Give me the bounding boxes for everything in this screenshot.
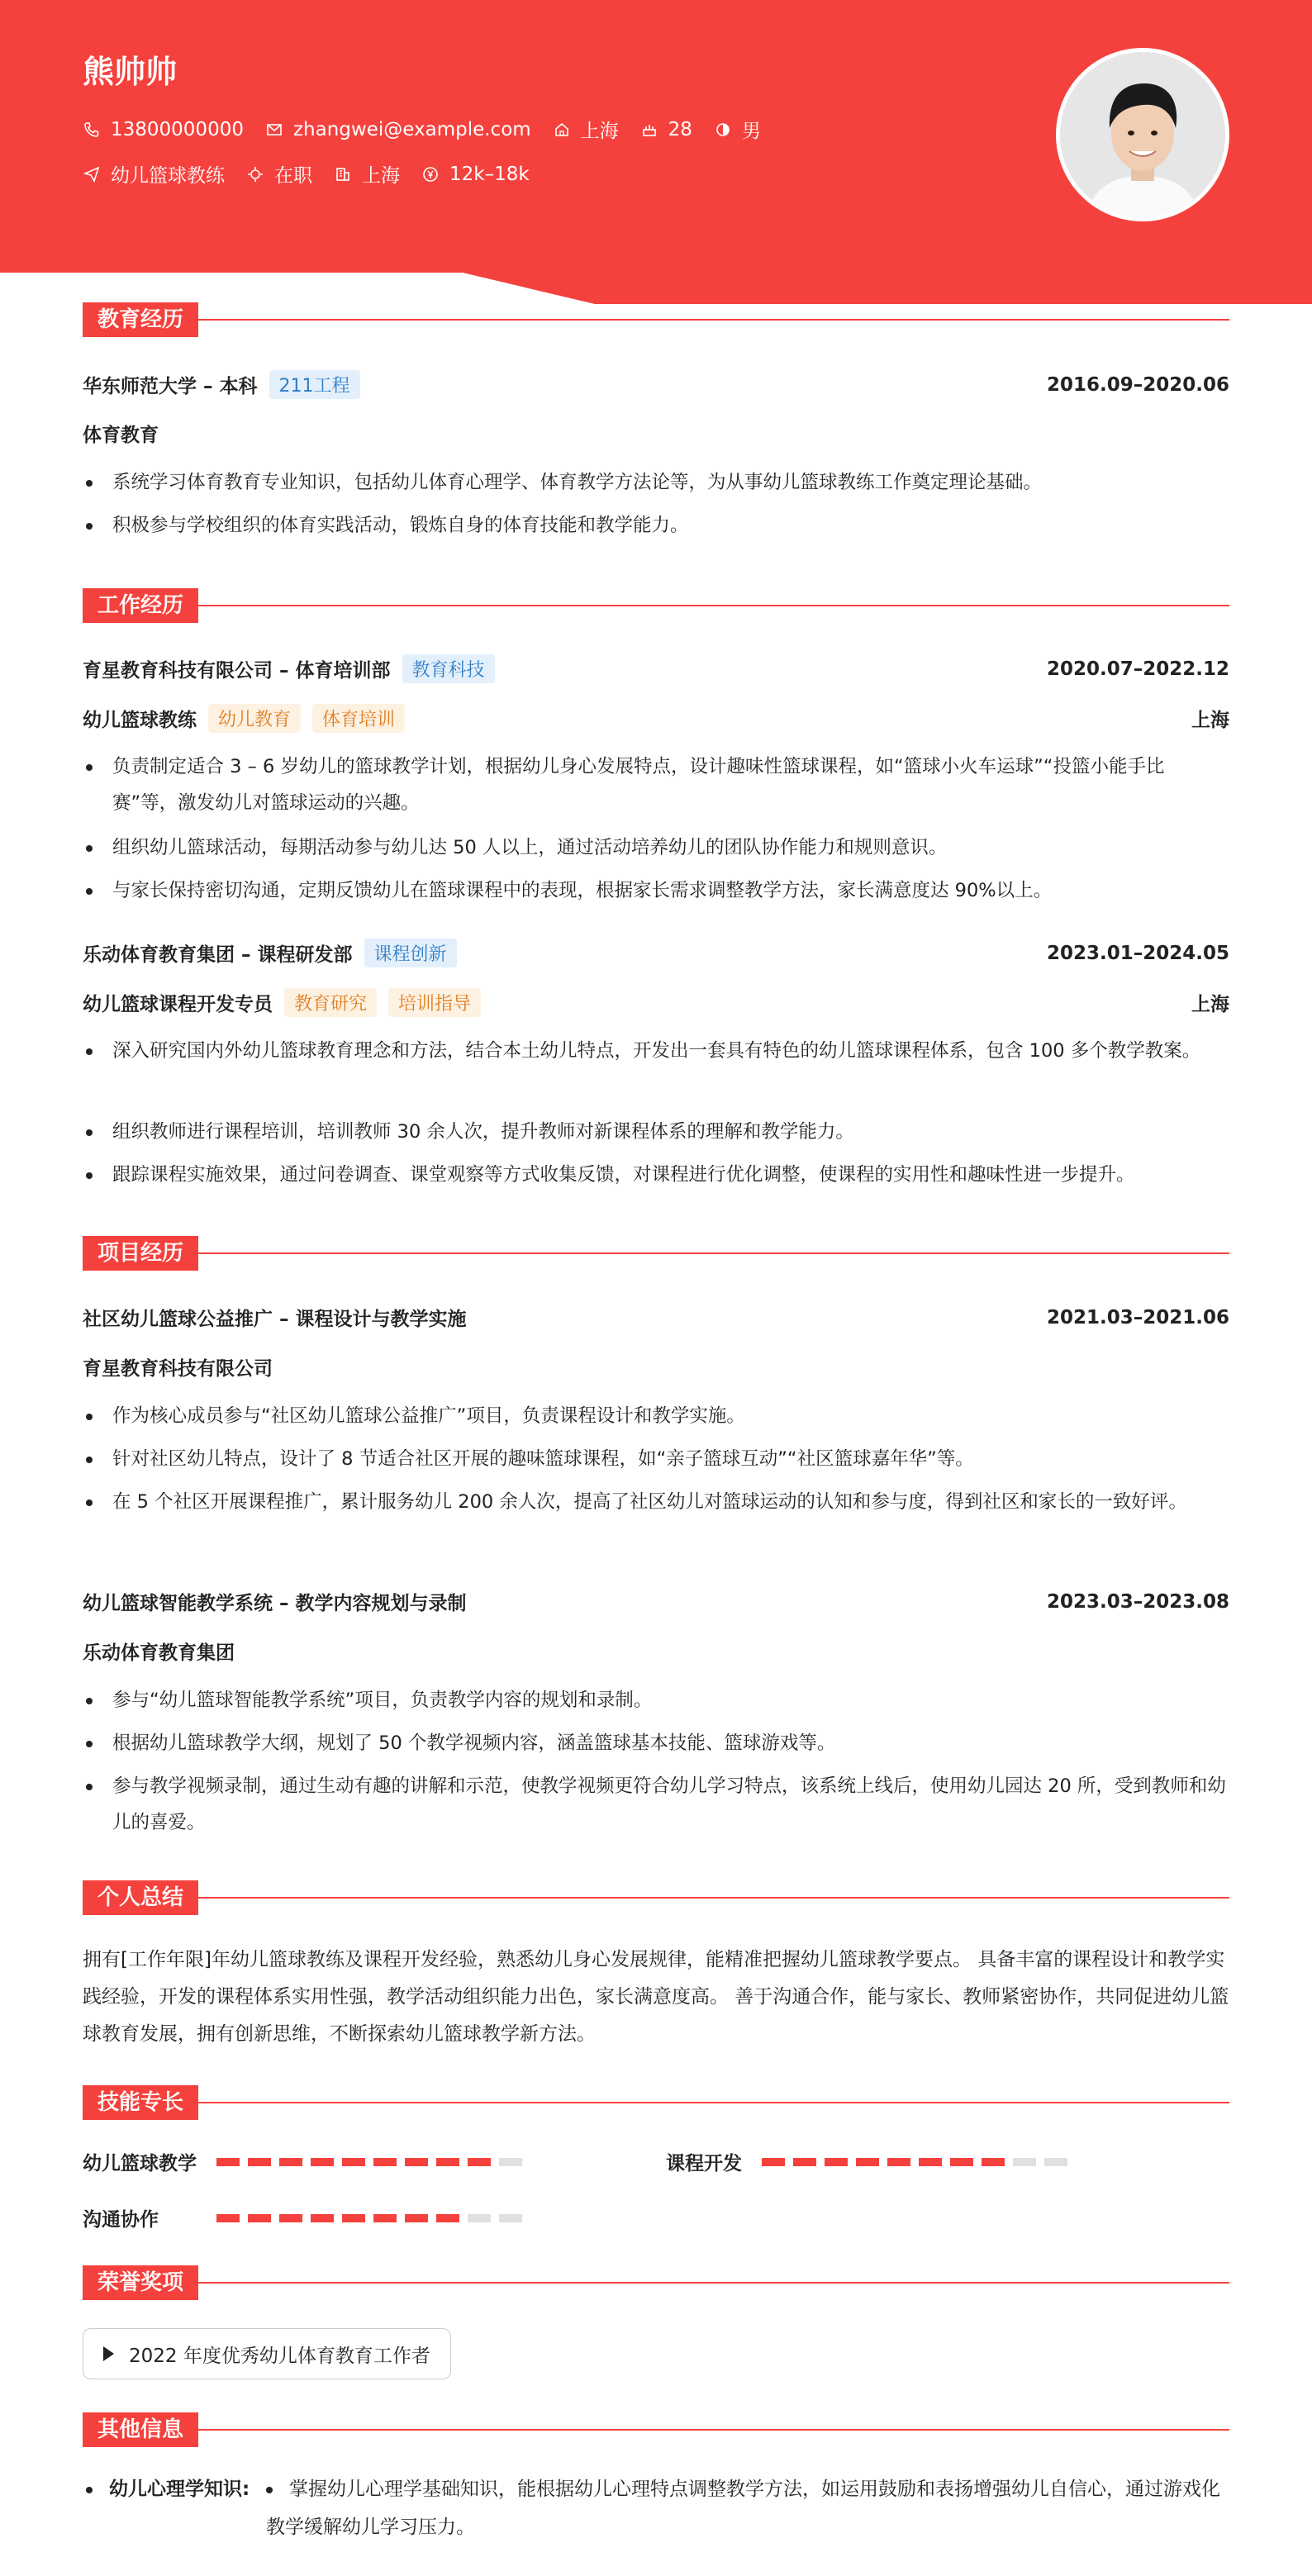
skill-level-segment	[499, 2158, 522, 2166]
status-icon	[246, 165, 264, 183]
skill-name: 课程开发	[666, 2153, 742, 2174]
gender-text: 男	[741, 121, 761, 142]
education-major: 体育教育	[83, 425, 159, 446]
skill-level-bar	[216, 2158, 530, 2166]
skill-item	[666, 2148, 1076, 2175]
status-text: 在职	[274, 165, 312, 187]
target-city-text: 上海	[362, 165, 400, 187]
skill-level-segment	[373, 2158, 397, 2166]
skill-item	[83, 2204, 530, 2231]
honor-item	[83, 2328, 451, 2379]
company-badge: 教育科技	[402, 654, 495, 683]
skill-level-segment	[436, 2158, 459, 2166]
list-item: 参与“幼儿篮球智能教学系统”项目，负责教学内容的规划和录制。	[83, 1682, 1229, 1718]
building-icon	[334, 165, 352, 183]
work-date: 2020.07–2022.12	[1046, 658, 1229, 680]
skill-level-segment	[373, 2214, 397, 2222]
send-icon	[83, 165, 101, 183]
project-header	[83, 1304, 1229, 1331]
section-project	[83, 1236, 1229, 1271]
education-date: 2016.09–2020.06	[1046, 373, 1229, 396]
mail-icon	[265, 121, 283, 139]
skill-level-segment	[405, 2214, 428, 2222]
skill-level-segment	[762, 2158, 785, 2166]
caret-right-icon	[103, 2346, 114, 2361]
skill-level-segment	[856, 2158, 879, 2166]
role-tag: 培训指导	[388, 988, 481, 1017]
work-city: 上海	[1191, 994, 1229, 1015]
resume-header	[0, 0, 1312, 306]
work-header	[83, 654, 1229, 683]
skill-level-segment	[982, 2158, 1005, 2166]
project-header	[83, 1588, 1229, 1615]
skill-item	[83, 2148, 530, 2175]
home-icon	[553, 121, 571, 139]
skill-level-segment	[216, 2214, 240, 2222]
list-item: 作为核心成员参与“社区幼儿篮球公益推广”项目，负责课程设计和教学实施。	[83, 1398, 1229, 1434]
school-badge: 211工程	[269, 370, 360, 399]
cake-icon	[640, 121, 658, 139]
section-divider	[198, 2282, 1229, 2284]
skill-level-segment	[279, 2158, 302, 2166]
section-title-other: 其他信息	[83, 2412, 198, 2447]
skill-level-segment	[1044, 2158, 1067, 2166]
skill-level-segment	[342, 2158, 365, 2166]
contact-row	[83, 116, 782, 143]
work-date: 2023.01–2024.05	[1046, 942, 1229, 964]
skill-level-segment	[793, 2158, 816, 2166]
skill-level-segment	[279, 2214, 302, 2222]
other-info-item	[83, 2470, 1229, 2546]
role-tag: 体育培训	[312, 704, 405, 733]
section-divider	[198, 605, 1229, 606]
list-item: 根据幼儿篮球教学大纲，规划了 50 个教学视频内容，涵盖篮球基本技能、篮球游戏等。	[83, 1725, 1229, 1761]
project-date: 2023.03–2023.08	[1046, 1590, 1229, 1613]
section-honors	[83, 2265, 1229, 2300]
section-divider	[198, 2102, 1229, 2103]
work-role-row	[83, 704, 1229, 733]
work-city: 上海	[1191, 710, 1229, 731]
section-title-education: 教育经历	[83, 302, 198, 337]
education-major-row	[83, 420, 1229, 447]
skill-level-bar	[216, 2214, 530, 2222]
summary-text: 拥有[工作年限]年幼儿篮球教练及课程开发经验，熟悉幼儿身心发展规律，能精准把握幼儿篮球教学要点。 具备丰富的课程设计和教学实践经验，开发的课程体系实用性强，教学活动组织能力出色，家长满意度高。 善于沟通合作，能与家长、教师紧密协作，共同促进幼儿篮球教育发展，拥有创新思维，不断探索幼儿篮球教学新方法。	[83, 1949, 1229, 2045]
education-header	[83, 370, 1229, 399]
job-text: 幼儿篮球教练	[111, 165, 225, 187]
project-org-row	[83, 1353, 1229, 1381]
skill-level-segment	[825, 2158, 848, 2166]
section-education	[83, 302, 1229, 337]
section-title-project: 项目经历	[83, 1236, 198, 1271]
section-divider	[198, 319, 1229, 321]
skill-level-segment	[468, 2214, 491, 2222]
candidate-name: 熊帅帅	[83, 54, 178, 90]
section-title-summary: 个人总结	[83, 1880, 198, 1915]
school-name: 华东师范大学 – 本科	[83, 376, 258, 397]
project-date: 2021.03–2021.06	[1046, 1306, 1229, 1328]
skill-name: 幼儿篮球教学	[83, 2153, 197, 2174]
list-item: 负责制定适合 3 – 6 岁幼儿的篮球教学计划，根据幼儿身心发展特点，设计趣味性篮球课程，如“篮球小火车运球”“投篮小能手比赛”等，激发幼儿对篮球运动的兴趣。	[83, 749, 1229, 821]
list-item: 组织幼儿篮球活动，每期活动参与幼儿达 50 人以上，通过活动培养幼儿的团队协作能力和规则意识。	[83, 829, 1229, 866]
skill-name: 沟通协作	[83, 2209, 159, 2231]
salary-icon	[421, 165, 440, 183]
age-text: 28	[668, 118, 692, 140]
company-name: 乐动体育教育集团 – 课程研发部	[83, 944, 353, 966]
other-info-value: 掌握幼儿心理学基础知识，能根据幼儿心理特点调整教学方法，如运用鼓励和表扬增强幼儿自信心，通过游戏化教学缓解幼儿学习压力。	[266, 2479, 1220, 2538]
project-title: 幼儿篮球智能教学系统 – 教学内容规划与录制	[83, 1593, 467, 1614]
skill-level-segment	[887, 2158, 910, 2166]
other-info-key: 幼儿心理学知识:	[109, 2479, 250, 2500]
gender-icon	[714, 121, 732, 139]
section-other	[83, 2412, 1229, 2447]
skill-level-segment	[919, 2158, 942, 2166]
skill-level-segment	[311, 2158, 334, 2166]
project-title: 社区幼儿篮球公益推广 – 课程设计与教学实施	[83, 1309, 467, 1330]
section-summary	[83, 1880, 1229, 1915]
section-work	[83, 588, 1229, 623]
list-item: 在 5 个社区开展课程推广，累计服务幼儿 200 余人次，提高了社区幼儿对篮球运动的认知和参与度，得到社区和家长的一致好评。	[83, 1484, 1229, 1520]
section-divider	[198, 1897, 1229, 1899]
list-item: 组织教师进行课程培训，培训教师 30 余人次，提升教师对新课程体系的理解和教学能力。	[83, 1114, 1229, 1150]
work-role: 幼儿篮球教练	[83, 710, 197, 731]
phone-icon	[83, 121, 101, 139]
company-badge: 课程创新	[364, 939, 457, 967]
skill-level-segment	[468, 2158, 491, 2166]
role-tag: 教育研究	[284, 988, 377, 1017]
skill-level-segment	[216, 2158, 240, 2166]
skill-level-segment	[436, 2214, 459, 2222]
work-header	[83, 939, 1229, 967]
skill-level-segment	[950, 2158, 973, 2166]
skill-level-segment	[311, 2214, 334, 2222]
skill-level-segment	[1013, 2158, 1036, 2166]
work-role-row	[83, 988, 1229, 1017]
skill-level-bar	[762, 2158, 1076, 2166]
list-item: 跟踪课程实施效果，通过问卷调查、课堂观察等方式收集反馈，对课程进行优化调整，使课程的实用性和趣味性进一步提升。	[83, 1157, 1229, 1193]
skill-level-segment	[405, 2158, 428, 2166]
section-divider	[198, 1252, 1229, 1254]
skill-level-segment	[499, 2214, 522, 2222]
list-item: 深入研究国内外幼儿篮球教育理念和方法，结合本土幼儿特点，开发出一套具有特色的幼儿篮球课程体系，包含 100 多个教学教案。	[83, 1033, 1229, 1069]
role-tag: 幼儿教育	[208, 704, 301, 733]
email-text: zhangwei@example.com	[292, 118, 531, 140]
list-item: 系统学习体育教育专业知识，包括幼儿体育心理学、体育教学方法论等，为从事幼儿篮球教练工作奠定理论基础。	[83, 464, 1229, 501]
section-title-skills: 技能专长	[83, 2085, 198, 2120]
section-divider	[198, 2429, 1229, 2431]
honor-text: 2022 年度优秀幼儿体育教育工作者	[129, 2345, 430, 2367]
skill-level-segment	[248, 2214, 271, 2222]
phone-text: 13800000000	[111, 118, 244, 140]
skill-level-segment	[342, 2214, 365, 2222]
city-text: 上海	[580, 121, 619, 142]
list-item: 与家长保持密切沟通，定期反馈幼儿在篮球课程中的表现，根据家长需求调整教学方法，家长满意度达 90%以上。	[83, 872, 1229, 909]
salary-text: 12k–18k	[449, 163, 530, 185]
work-role: 幼儿篮球课程开发专员	[83, 994, 273, 1015]
project-org: 乐动体育教育集团	[83, 1642, 235, 1664]
company-name: 育星教育科技有限公司 – 体育培训部	[83, 660, 391, 682]
list-item: 积极参与学校组织的体育实践活动，锻炼自身的体育技能和教学能力。	[83, 507, 1229, 544]
list-item: 参与教学视频录制，通过生动有趣的讲解和示范，使教学视频更符合幼儿学习特点，该系统上线后，使用幼儿园达 20 所，受到教师和幼儿的喜爱。	[83, 1768, 1229, 1841]
section-title-honors: 荣誉奖项	[83, 2265, 198, 2300]
project-org: 育星教育科技有限公司	[83, 1358, 273, 1380]
avatar	[1056, 48, 1229, 221]
skill-level-segment	[248, 2158, 271, 2166]
section-title-work: 工作经历	[83, 588, 198, 623]
section-skills	[83, 2085, 1229, 2120]
job-row	[83, 160, 551, 188]
list-item: 针对社区幼儿特点，设计了 8 节适合社区开展的趣味篮球课程，如“亲子篮球互动”“社区篮球嘉年华”等。	[83, 1441, 1229, 1477]
project-org-row	[83, 1637, 1229, 1665]
